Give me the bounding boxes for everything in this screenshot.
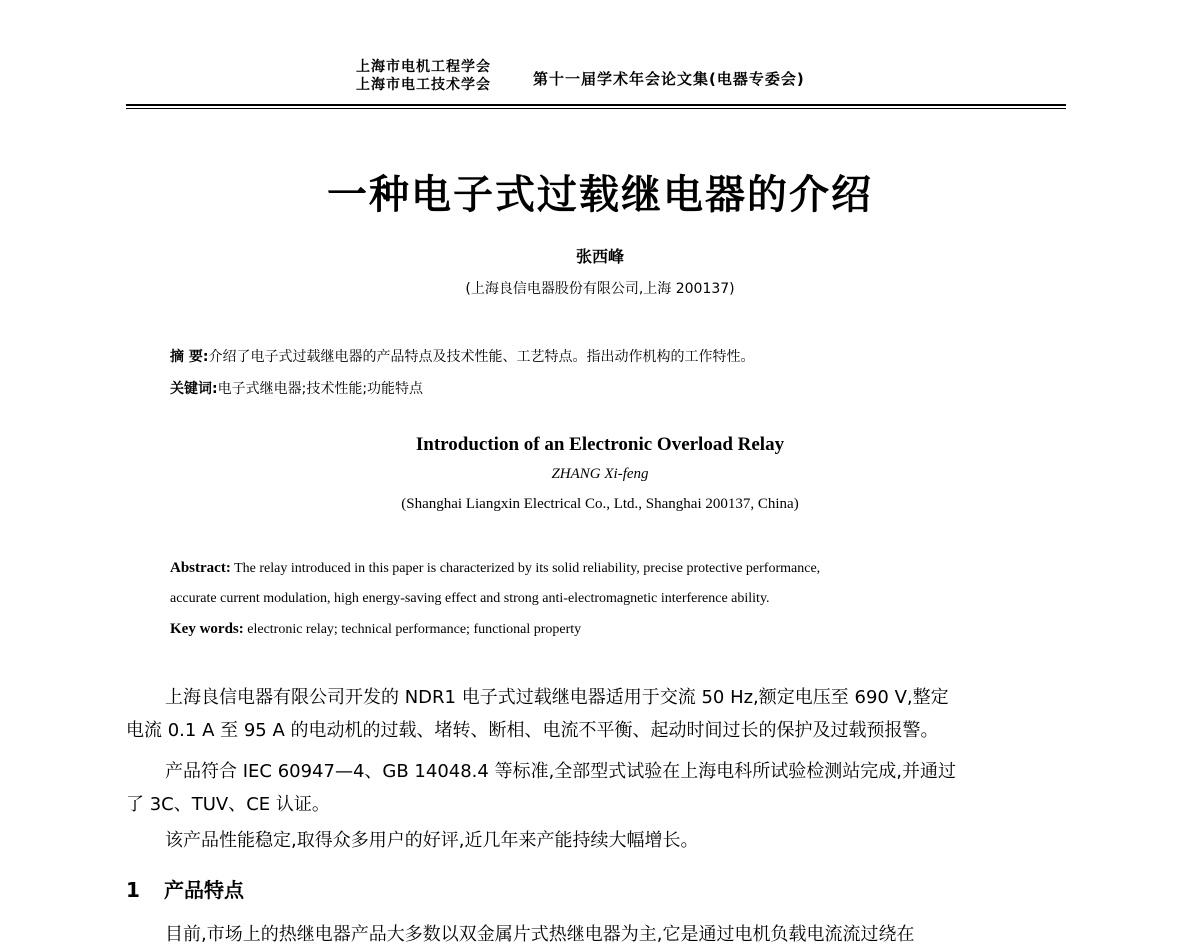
header-proceedings-title: 第十一届学术年会论文集(电器专委会) (533, 70, 805, 88)
keywords-en (170, 621, 581, 638)
section-number: 1 (126, 878, 140, 902)
author-name-en: ZHANG Xi-feng (551, 466, 649, 482)
abstract-cn-label: 摘 要: (170, 349, 209, 365)
affiliation-en: (Shanghai Liangxin Electrical Co., Ltd., Shanghai 200137, China) (401, 496, 799, 512)
body-paragraph-3: 该产品性能稳定,取得众多用户的好评,近几年来产能持续大幅增长。 (165, 830, 699, 851)
body-paragraph-2-line-1: 产品符合 IEC 60947—4、GB 14048.4 等标准,全部型式试验在上海电科所试验检测站完成,并通过 (165, 761, 957, 782)
header-rule-thin (126, 108, 1066, 109)
abstract-en-line-1 (170, 560, 820, 577)
paper-title: 一种电子式过载继电器的介绍 (327, 171, 873, 218)
abstract-cn (170, 346, 754, 366)
section-title: 产品特点 (164, 878, 244, 902)
abstract-en-label: Abstract: (170, 560, 231, 576)
keywords-cn-label: 关键词: (170, 381, 218, 397)
header-organizations (356, 58, 491, 94)
keywords-en-text: electronic relay; technical performance; functional property (247, 622, 582, 637)
abstract-en-text-1: The relay introduced in this paper is characterized by its solid reliability, precise protective performance, (234, 561, 821, 576)
body-paragraph-2-line-2: 了 3C、TUV、CE 认证。 (126, 794, 330, 815)
body-paragraph-4-line-1: 目前,市场上的热继电器产品大多数以双金属片式热继电器为主,它是通过电机负载电流流过绕在 (165, 924, 915, 945)
body-paragraph-1-line-2: 电流 0.1 A 至 95 A 的电动机的过载、堵转、断相、电流不平衡、起动时间过长的保护及过载预报警。 (126, 720, 939, 741)
header-org-2: 上海市电工技术学会 (356, 77, 491, 93)
header-org-1: 上海市电机工程学会 (356, 59, 491, 75)
section-heading-1 (126, 874, 244, 903)
keywords-en-label: Key words: (170, 621, 244, 637)
abstract-cn-text: 介绍了电子式过载继电器的产品特点及技术性能、工艺特点。指出动作机构的工作特性。 (208, 349, 755, 365)
author-name-cn: 张西峰 (575, 247, 624, 266)
affiliation-cn: (上海良信电器股份有限公司,上海 200137) (465, 281, 735, 297)
paper-title-en: Introduction of an Electronic Overload Relay (415, 434, 785, 455)
body-paragraph-1-line-1: 上海良信电器有限公司开发的 NDR1 电子式过载继电器适用于交流 50 Hz,额定电压至 690 V,整定 (165, 687, 949, 708)
abstract-en-line-2: accurate current modulation, high energy-saving effect and strong anti-electromagnetic interference ability. (170, 591, 770, 606)
keywords-cn (170, 378, 423, 398)
keywords-cn-text: 电子式继电器;技术性能;功能特点 (217, 381, 424, 397)
header-rule-thick (126, 104, 1066, 106)
